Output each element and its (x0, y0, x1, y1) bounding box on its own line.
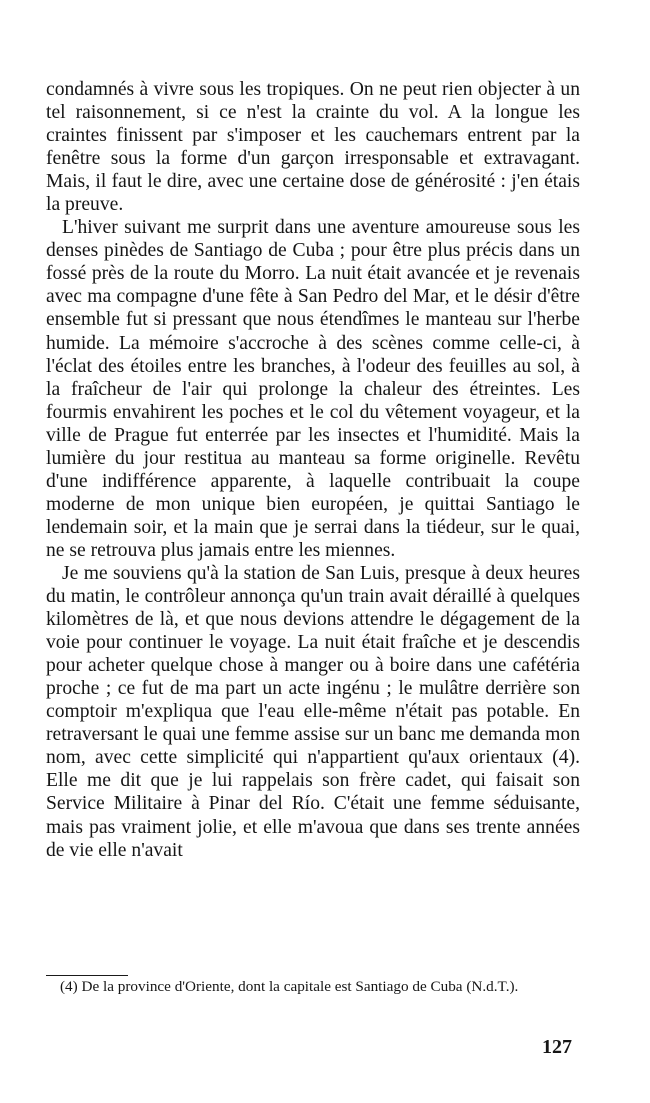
footnote: (4) De la province d'Oriente, dont la capitale est Santiago de Cuba (N.d.T.). (60, 978, 519, 995)
body-text (46, 78, 580, 862)
paragraph-1: condamnés à vivre sous les tropiques. On ne peut rien objecter à un tel raisonnement, si ce n'est la crainte du vol. A la longue les craintes finissent par s'imposer et les cauchemars entrent par la fenêtre sous la forme d'un garçon irresponsable et extravagant. Mais, il faut le dire, avec une certaine dose de générosité : j'en étais la preuve. (46, 79, 580, 216)
footnote-divider (46, 975, 128, 976)
paragraph-2: L'hiver suivant me surprit dans une aventure amoureuse sous les denses pinèdes de Santiago de Cuba ; pour être plus précis dans un fossé près de la route du Morro. La nuit était avancée et je revenais avec ma compagne d'une fête à San Pedro del Mar, et le désir d'être ensemble fut si pressant que nous étendîmes le manteau sur l'herbe humide. La mémoire s'accroche à des scènes comme celle-ci, à l'éclat des étoiles entre les branches, à l'odeur des feuilles au sol, à la fraîcheur de l'air qui prolonge la chaleur des étreintes. Les fourmis envahirent les poches et le col du vêtement voyageur, et la ville de Prague fut enterrée par les insectes et l'humidité. Mais la lumière du jour restitua au manteau sa forme originelle. Revêtu d'une indifférence apparente, à laquelle contribuait la coupe moderne de mon unique bien européen, je quittai Santiago le lendemain soir, et la main que je serrai dans la tiédeur, sur le quai, ne se retrouva plus jamais entre les miennes. (46, 217, 580, 561)
paragraph-3: Je me souviens qu'à la station de San Luis, presque à deux heures du matin, le contrôleur annonça qu'un train avait déraillé à quelques kilomètres de là, et que nous devions attendre le dégagement de la voie pour continuer le voyage. La nuit était fraîche et je descendis pour acheter quelque chose à manger ou à boire dans une cafétéria proche ; ce fut de ma part un acte ingénu ; le mulâtre derrière son comptoir m'expliqua que l'eau elle-même n'était pas potable. En retraversant le quai une femme assise sur un banc me demanda mon nom, avec cette simplicité qui n'appartient qu'aux orientaux (4). Elle me dit que je lui rappelais son frère cadet, qui faisait son Service Militaire à Pinar del Río. C'était une femme séduisante, mais pas vraiment jolie, et elle m'avoua que dans ses trente années de vie elle n'avait (46, 562, 580, 861)
page-number: 127 (542, 1036, 572, 1058)
